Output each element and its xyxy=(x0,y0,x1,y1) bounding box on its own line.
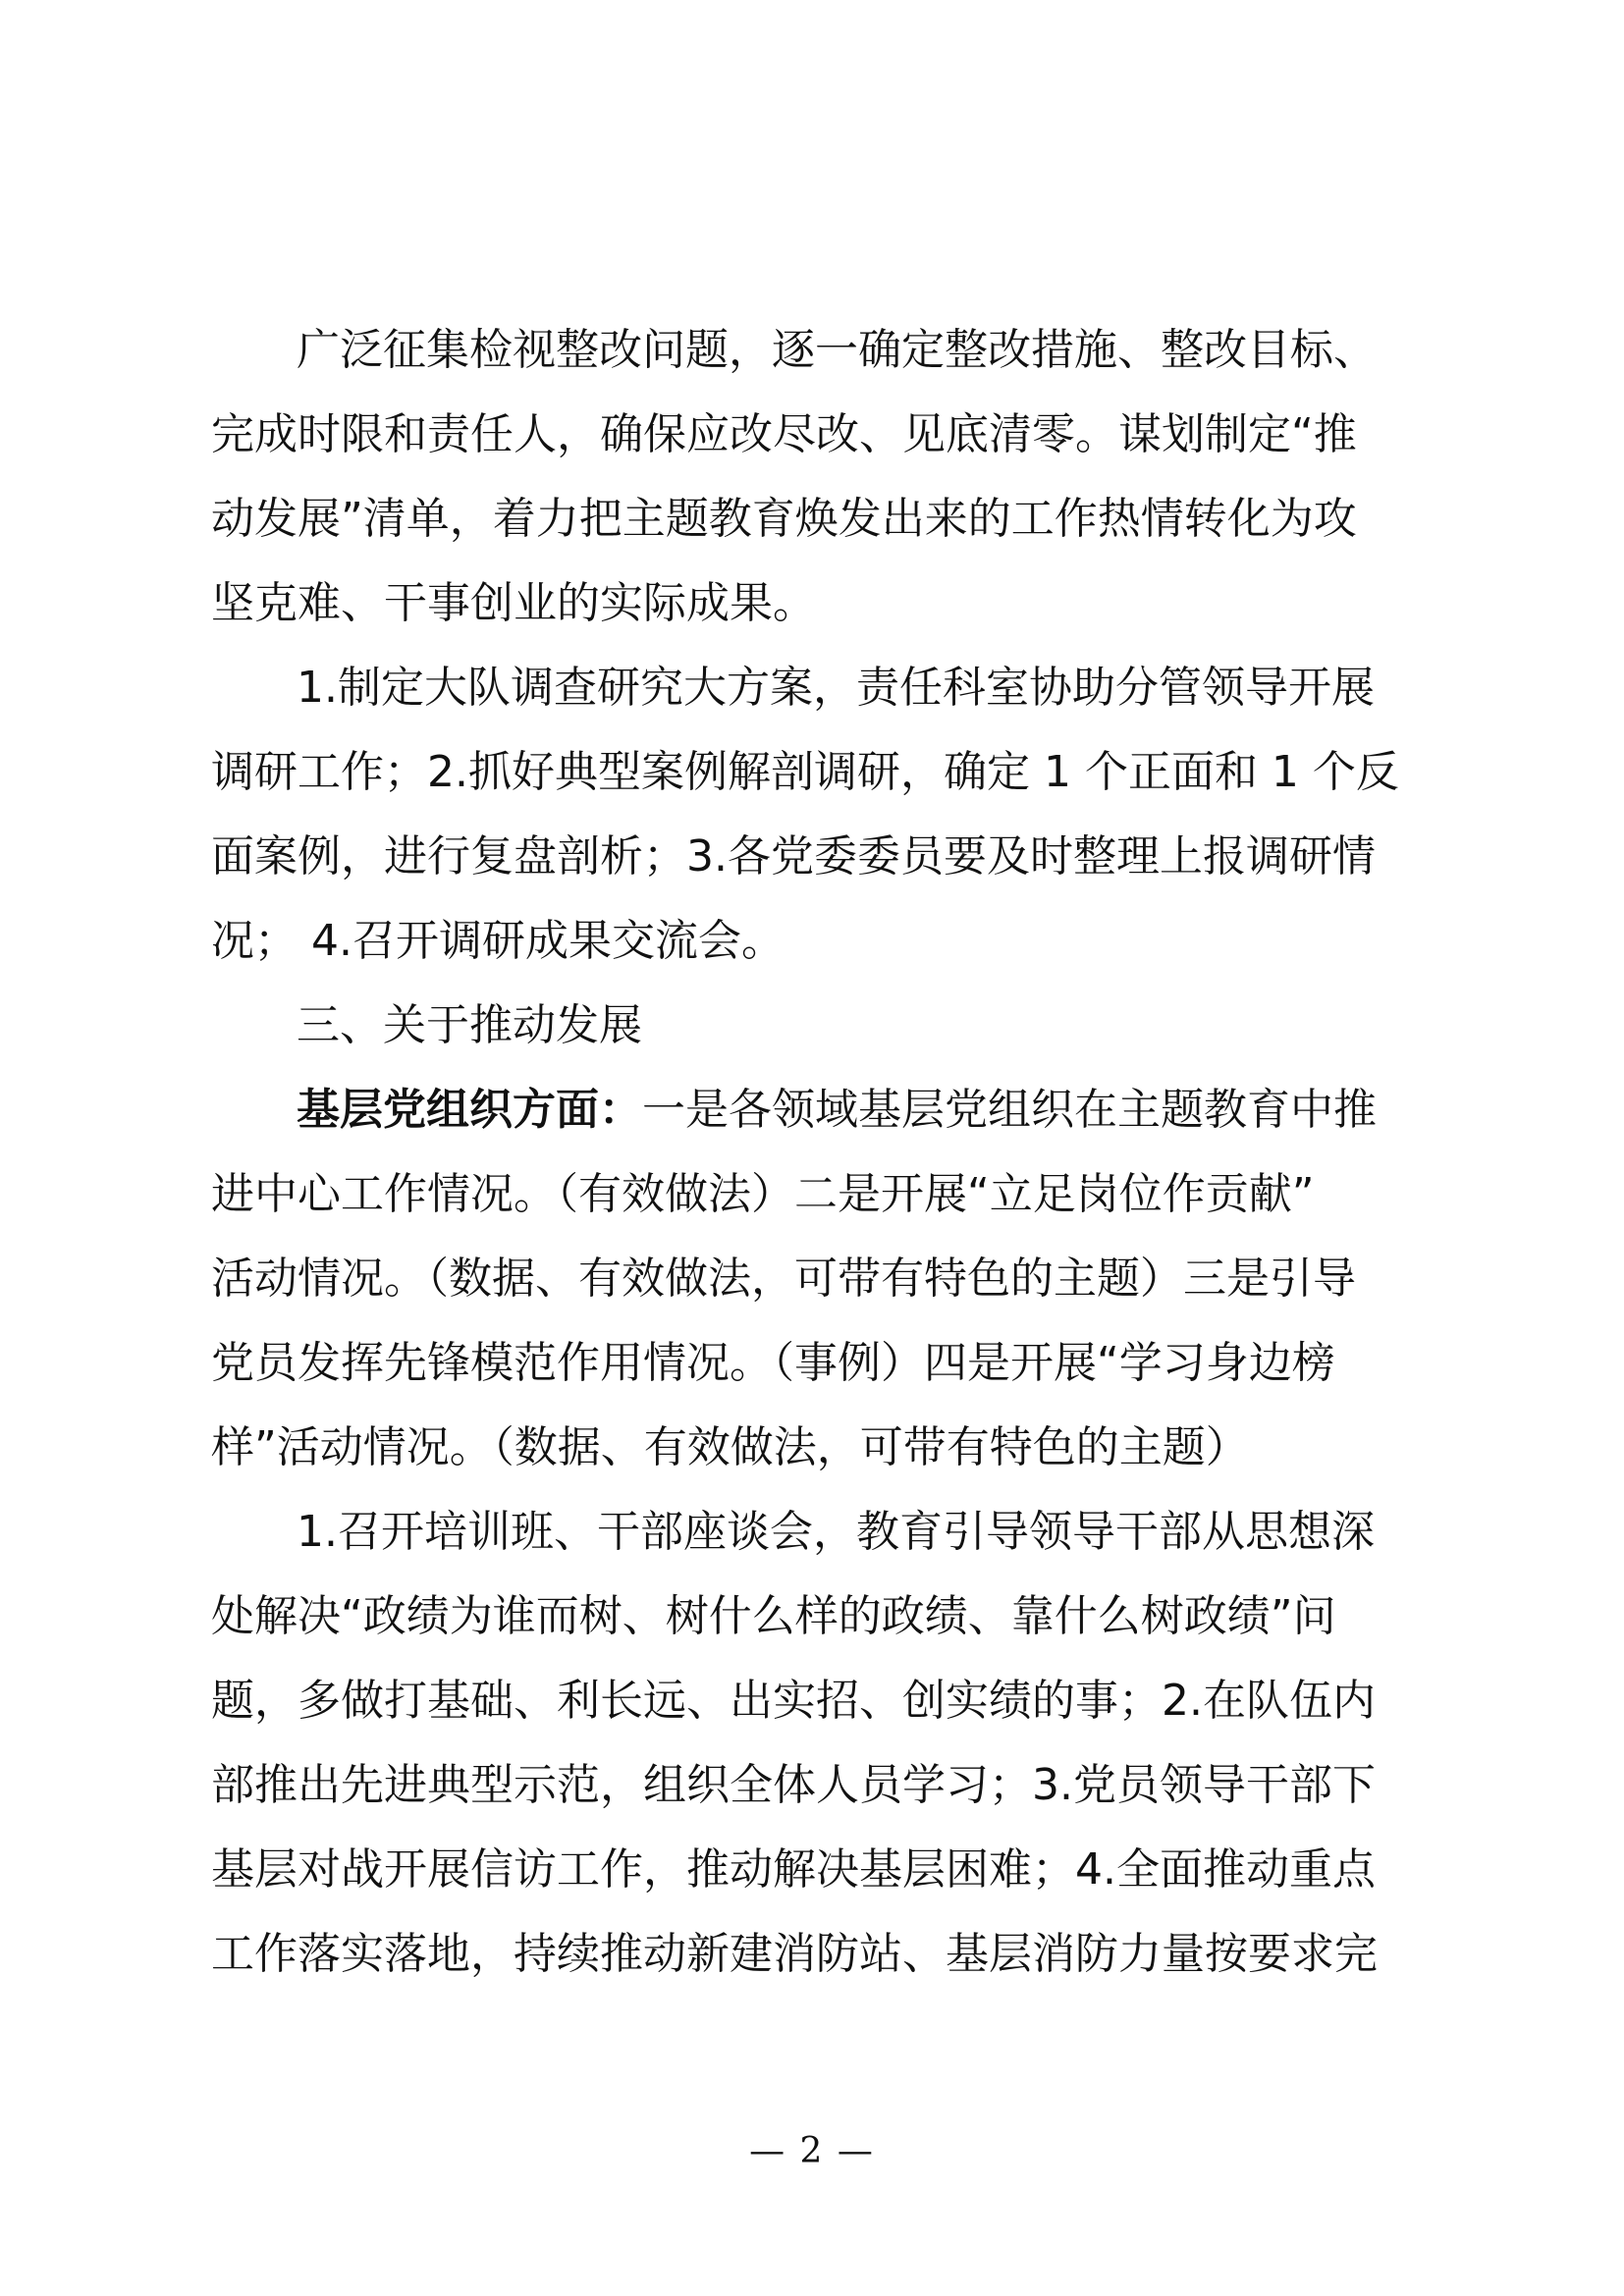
paragraph-line: 完成时限和责任人，确保应改尽改、见底清零。谋划制定“推 xyxy=(211,409,1357,459)
paragraph-line: 处解决“政绩为谁而树、树什么样的政绩、靠什么树政绩”问 xyxy=(211,1591,1336,1641)
paragraph-line: 基层对战开展信访工作，推动解决基层困难；4.全面推动重点 xyxy=(211,1844,1376,1895)
paragraph-line: 题，多做打基础、利长远、出实招、创实绩的事；2.在队伍内 xyxy=(211,1676,1376,1726)
paragraph-line-text: 一是各领域基层党组织在主题教育中推 xyxy=(642,1085,1377,1135)
section-heading: 三、关于推动发展 xyxy=(297,1000,642,1050)
paragraph-line: 面案例，进行复盘剖析；3.各党委委员要及时整理上报调研情 xyxy=(211,831,1376,881)
paragraph-line-with-lead xyxy=(297,1066,1429,1154)
paragraph-line: 调研工作；2.抓好典型案例解剖调研，确定 1 个正面和 1 个反 xyxy=(211,747,1399,797)
paragraph-line: 动发展”清单，着力把主题教育焕发出来的工作热情转化为攻 xyxy=(211,494,1357,544)
page-number: — 2 — xyxy=(749,2131,875,2171)
paragraph-line: 工作落实落地，持续推动新建消防站、基层消防力量按要求完 xyxy=(211,1929,1378,1979)
paragraph-line: 坚克难、干事创业的实际成果。 xyxy=(211,578,816,628)
paragraph-line: 广泛征集检视整改问题，逐一确定整改措施、整改目标、 xyxy=(297,325,1377,375)
paragraph-line: 部推出先进典型示范，组织全体人员学习；3.党员领导干部下 xyxy=(211,1760,1376,1810)
paragraph-line: 进中心工作情况。（有效做法）二是开展“立足岗位作贡献” xyxy=(211,1169,1315,1219)
paragraph-line: 活动情况。（数据、有效做法，可带有特色的主题）三是引导 xyxy=(211,1254,1356,1304)
paragraph-line: 党员发挥先锋模范作用情况。（事例）四是开展“学习身边榜 xyxy=(211,1338,1335,1388)
paragraph-line: 况； 4.召开调研成果交流会。 xyxy=(211,916,785,966)
paragraph-line: 样”活动情况。（数据、有效做法，可带有特色的主题） xyxy=(211,1422,1249,1472)
bold-lead-label: 基层党组织方面： xyxy=(297,1085,642,1135)
paragraph-line: 1.制定大队调查研究大方案，责任科室协助分管领导开展 xyxy=(297,663,1375,713)
paragraph-line: 1.召开培训班、干部座谈会，教育引导领导干部从思想深 xyxy=(297,1507,1375,1557)
